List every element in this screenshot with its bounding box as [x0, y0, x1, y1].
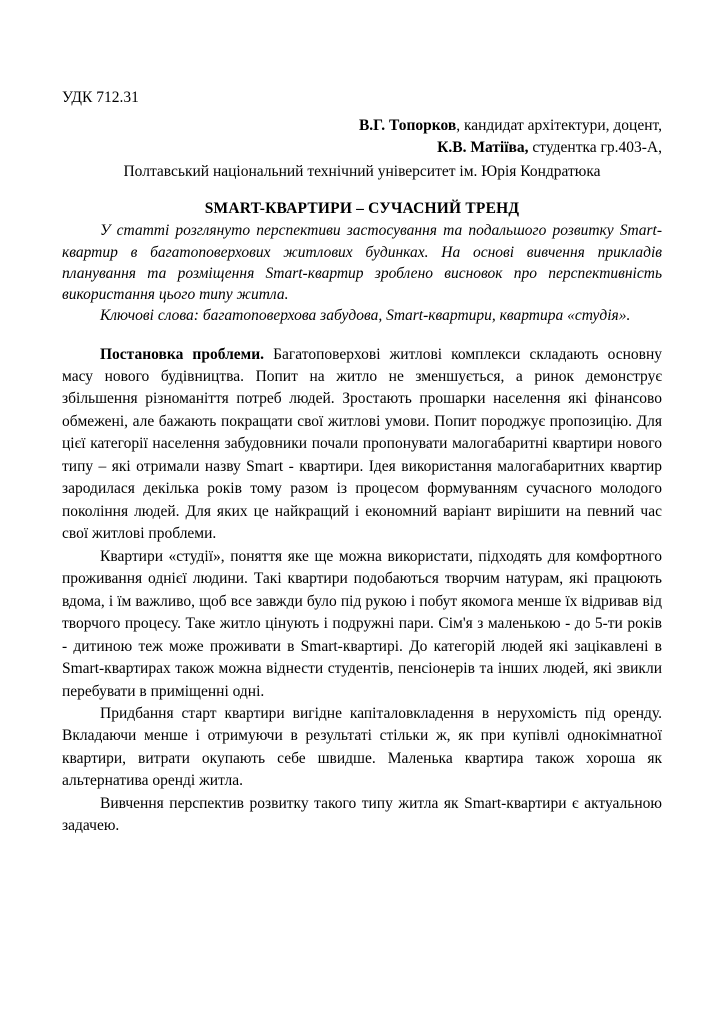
affiliation: Полтавський національний технічний університет ім. Юрія Кондратюка	[123, 162, 601, 180]
page-title: SMART-КВАРТИРИ – СУЧАСНИЙ ТРЕНД	[204, 200, 520, 218]
paragraph-3	[62, 703, 662, 793]
keywords	[62, 305, 662, 326]
body-text	[62, 344, 662, 838]
paragraph-4	[62, 793, 662, 838]
paragraph-2-text: Квартири «студії», поняття яке ще можна використати, підходять для комфортного проживання однієї людини. Такі квартири подобаються творчим натурам, які працюють вдома, і їм важливо, щоб все завжди було під рукою і побут якомога менше їх відривав від творчого процесу. Таке житло цінують і подружні пари. Сім'я з маленькою - до 5-ти років - дитиною теж може проживати в Smart-квартирі. До категорій людей які зацікавлені в Smart-квартирах також можна віднести студентів, пенсіонерів та інших людей, які звикли перебувати в приміщенні одні.	[62, 547, 662, 700]
author-line-2	[62, 137, 662, 159]
keywords-label: Ключові слова	[100, 307, 194, 325]
author-role-2: студентка гр.403-А,	[528, 139, 662, 157]
udk-code: УДК 712.31	[62, 89, 139, 106]
paragraph-4-text: Вивчення перспектив розвитку такого типу житла як Smart-квартири є актуальною задачею.	[62, 794, 662, 835]
paragraph-1	[62, 344, 662, 546]
paragraph-3-text: Придбання старт квартири вигідне капіталовкладення в нерухомість під оренду. Вкладаючи менше і отримуючи в результаті стільки ж, як при купівлі однокімнатної квартири, витрати окупають себе швидше. Маленька квартира також хороша як альтернатива оренді житла.	[62, 705, 662, 790]
keywords-text: : багатоповерхова забудова, Smart-квартири, квартира «студія».	[193, 307, 631, 325]
author-line-1	[62, 115, 662, 137]
abstract: У статті розглянуто перспективи застосування та подальшого розвитку Smart-квартир в багатоповерхових житлових будинках. На основі вивчення прикладів планування та розміщення Smart-квартир зроблено висновок про перспективність використання цього типу житла.	[62, 222, 662, 304]
author-name-1: В.Г. Топорков	[358, 116, 457, 134]
author-role-1: , кандидат архітектури, доцент,	[456, 116, 662, 134]
paragraph-1-text: Багатоповерхові житлові комплекси складають основну масу нового будівництва. Попит на житло не зменшується, а ринок демонструє збільшення різноманіття потреб людей. Зростають прошарки населення які фінансово обмежені, але бажають покращати свої житлові умови. Попит породжує пропозицію. Для цієї категорії населення забудовники почали пропонувати малогабаритні квартири нового типу – які отримали назву Smart - квартири. Ідея використання малогабаритних квартир зародилася декілька років тому разом із процесом формуванням сучасного молодого покоління людей. Для яких це найкращий і економний варіант вирішити на певний час свої житлові проблеми.	[62, 345, 662, 543]
paragraph-2	[62, 546, 662, 703]
paragraph-1-lead: Постановка проблеми.	[100, 345, 265, 363]
author-name-2: К.В. Матіїва,	[437, 139, 529, 157]
